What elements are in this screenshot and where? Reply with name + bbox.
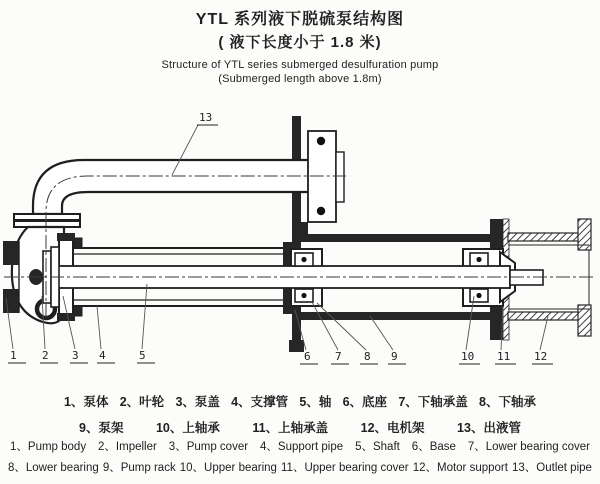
legend-item-cn-9: 9、泵架 bbox=[79, 421, 124, 435]
legend-en-row1 bbox=[10, 438, 590, 454]
callout-12 bbox=[532, 316, 553, 364]
legend-item-cn-4: 4、支撑管 bbox=[231, 395, 289, 409]
svg-text:11: 11 bbox=[497, 350, 511, 363]
legend-item-en-9: 9、Pump rack bbox=[102, 462, 176, 474]
legend-item-en-12: 12、Motor support bbox=[412, 462, 508, 474]
legend-item-en-11: 11、Upper bearing cover bbox=[281, 462, 409, 474]
title-cn: YTL 系列液下脱硫泵结构图 bbox=[195, 11, 405, 28]
legend-en-row2 bbox=[8, 459, 592, 475]
subtitle-en: (Submerged length above 1.8m) bbox=[218, 73, 382, 85]
legend-item-en-1: 1、Pump body bbox=[10, 441, 87, 453]
svg-text:6: 6 bbox=[304, 350, 311, 363]
legend-cn bbox=[0, 392, 600, 436]
legend-cn-row1 bbox=[64, 392, 536, 410]
legend-item-en-2: 2、Impeller bbox=[98, 441, 157, 453]
bolt-icon bbox=[317, 207, 325, 215]
svg-text:1: 1 bbox=[10, 349, 17, 362]
legend-item-cn-5: 5、轴 bbox=[299, 395, 332, 409]
svg-text:3: 3 bbox=[72, 349, 79, 362]
outlet-pipe bbox=[14, 160, 310, 227]
legend-en bbox=[0, 438, 600, 475]
legend-item-en-5: 5、Shaft bbox=[355, 441, 400, 453]
svg-text:12: 12 bbox=[534, 350, 548, 363]
legend-item-cn-1: 1、泵体 bbox=[64, 395, 109, 409]
svg-text:8: 8 bbox=[364, 350, 371, 363]
legend-item-en-7: 7、Lower bearing cover bbox=[467, 441, 590, 453]
svg-text:4: 4 bbox=[99, 349, 106, 362]
legend-item-en-4: 4、Support pipe bbox=[260, 441, 344, 453]
legend-item-cn-12: 12、电机架 bbox=[360, 421, 425, 435]
legend-item-cn-8: 8、下轴承 bbox=[479, 395, 536, 409]
legend-item-en-8: 8、Lower bearing bbox=[8, 462, 99, 474]
callout-5 bbox=[137, 284, 155, 363]
svg-text:7: 7 bbox=[335, 350, 342, 363]
svg-text:2: 2 bbox=[42, 349, 49, 362]
svg-text:5: 5 bbox=[139, 349, 146, 362]
legend-item-cn-10: 10、上轴承 bbox=[155, 421, 220, 435]
callout-4 bbox=[97, 306, 115, 363]
legend-item-en-10: 10、Upper bearing bbox=[179, 462, 277, 474]
legend-item-cn-7: 7、下轴承盖 bbox=[398, 395, 468, 409]
svg-text:10: 10 bbox=[461, 350, 475, 363]
svg-text:13: 13 bbox=[199, 111, 213, 124]
svg-text:9: 9 bbox=[391, 350, 398, 363]
callout-9 bbox=[370, 316, 406, 364]
legend-item-cn-13: 13、出液管 bbox=[457, 421, 521, 435]
title-en: Structure of YTL series submerged desulfuration pump bbox=[161, 59, 439, 71]
legend-item-cn-11: 11、上轴承盖 bbox=[252, 421, 329, 435]
subtitle-cn: ( 液下长度小于 1.8 米) bbox=[218, 34, 382, 51]
legend-item-en-6: 6、Base bbox=[411, 441, 456, 453]
callout-7 bbox=[312, 302, 349, 364]
bolt-icon bbox=[317, 137, 325, 145]
legend-item-cn-2: 2、叶轮 bbox=[119, 395, 165, 409]
legend-item-cn-6: 6、底座 bbox=[342, 395, 388, 409]
legend-cn-row2 bbox=[79, 418, 521, 436]
legend-item-cn-3: 3、泵盖 bbox=[175, 395, 220, 409]
legend-item-en-3: 3、Pump cover bbox=[168, 441, 249, 453]
legend-item-en-13: 13、Outlet pipe bbox=[512, 462, 592, 474]
